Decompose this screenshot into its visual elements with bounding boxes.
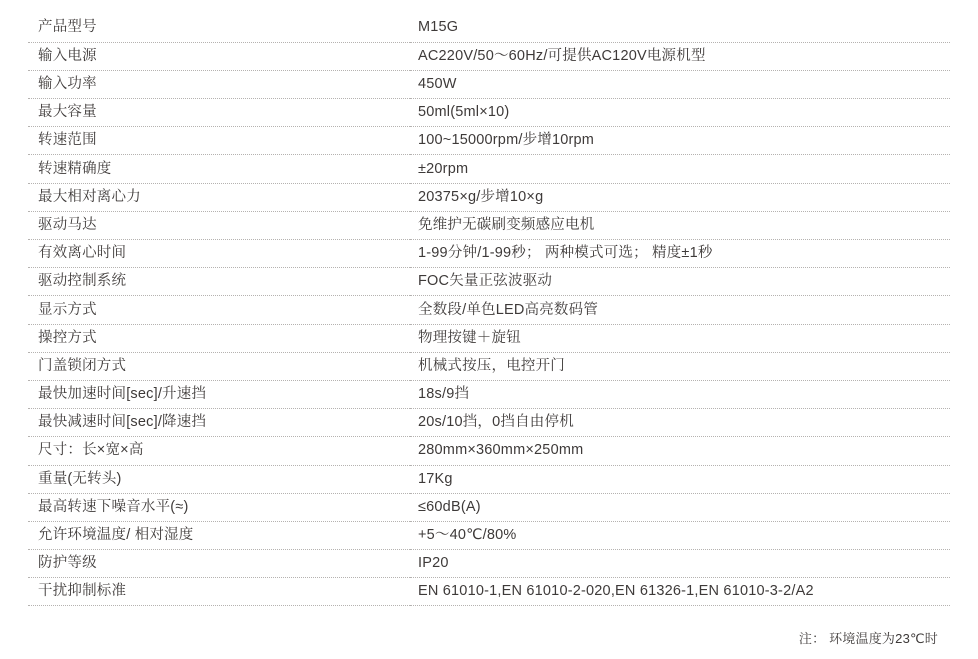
- table-row: [28, 127, 950, 155]
- spec-value: 1-99分钟/1-99秒； 两种模式可选； 精度±1秒: [410, 240, 950, 268]
- spec-value: EN 61010-1,EN 61010-2-020,EN 61326-1,EN 61010-3-2/A2: [410, 578, 950, 606]
- table-row: [28, 521, 950, 549]
- table-body: [28, 14, 950, 606]
- spec-label: 干扰抑制标准: [28, 578, 410, 606]
- spec-label: 最快加速时间[sec]/升速挡: [28, 380, 410, 408]
- spec-label: 防护等级: [28, 550, 410, 578]
- spec-label: 驱动控制系统: [28, 268, 410, 296]
- spec-value: FOC矢量正弦波驱动: [410, 268, 950, 296]
- spec-value: 18s/9挡: [410, 380, 950, 408]
- table-row: [28, 42, 950, 70]
- footnote: 注： 环境温度为23℃时: [798, 631, 938, 647]
- table-row: [28, 70, 950, 98]
- spec-value: AC220V/50～60Hz/可提供AC120V电源机型: [410, 42, 950, 70]
- spec-value: 17Kg: [410, 465, 950, 493]
- spec-value: 50ml(5ml×10): [410, 99, 950, 127]
- table-row: [28, 380, 950, 408]
- spec-value: 100~15000rpm/步增10rpm: [410, 127, 950, 155]
- spec-value: 280mm×360mm×250mm: [410, 437, 950, 465]
- spec-value: 20s/10挡，0挡自由停机: [410, 409, 950, 437]
- spec-value: 450W: [410, 70, 950, 98]
- spec-label: 有效离心时间: [28, 240, 410, 268]
- table-row: [28, 550, 950, 578]
- table-row: [28, 268, 950, 296]
- spec-label: 最高转速下噪音水平(≈): [28, 493, 410, 521]
- table-row: [28, 14, 950, 42]
- table-row: [28, 155, 950, 183]
- table-row: [28, 409, 950, 437]
- spec-value: 物理按键＋旋钮: [410, 324, 950, 352]
- spec-label: 最大容量: [28, 99, 410, 127]
- spec-label: 最快减速时间[sec]/降速挡: [28, 409, 410, 437]
- spec-label: 输入功率: [28, 70, 410, 98]
- spec-label: 最大相对离心力: [28, 183, 410, 211]
- table-row: [28, 240, 950, 268]
- spec-label: 驱动马达: [28, 211, 410, 239]
- specification-table: [28, 14, 950, 606]
- spec-label: 输入电源: [28, 42, 410, 70]
- spec-label: 转速精确度: [28, 155, 410, 183]
- table-row: [28, 352, 950, 380]
- spec-label: 产品型号: [28, 14, 410, 42]
- spec-label: 显示方式: [28, 296, 410, 324]
- table-row: [28, 211, 950, 239]
- spec-value: IP20: [410, 550, 950, 578]
- table-row: [28, 578, 950, 606]
- table-row: [28, 99, 950, 127]
- spec-value: 机械式按压，电控开门: [410, 352, 950, 380]
- table-row: [28, 437, 950, 465]
- spec-value: +5～40℃/80%: [410, 521, 950, 549]
- spec-label: 门盖锁闭方式: [28, 352, 410, 380]
- spec-label: 尺寸：长×宽×高: [28, 437, 410, 465]
- table-row: [28, 493, 950, 521]
- spec-value: 20375×g/步增10×g: [410, 183, 950, 211]
- spec-label: 操控方式: [28, 324, 410, 352]
- spec-value: 全数段/单色LED高亮数码管: [410, 296, 950, 324]
- table-row: [28, 324, 950, 352]
- spec-label: 转速范围: [28, 127, 410, 155]
- table-row: [28, 296, 950, 324]
- spec-value: ±20rpm: [410, 155, 950, 183]
- spec-label: 重量(无转头): [28, 465, 410, 493]
- spec-value: ≤60dB(A): [410, 493, 950, 521]
- table-row: [28, 465, 950, 493]
- table-row: [28, 183, 950, 211]
- spec-value: 免维护无碳刷变频感应电机: [410, 211, 950, 239]
- spec-label: 允许环境温度/ 相对湿度: [28, 521, 410, 549]
- spec-value: M15G: [410, 14, 950, 42]
